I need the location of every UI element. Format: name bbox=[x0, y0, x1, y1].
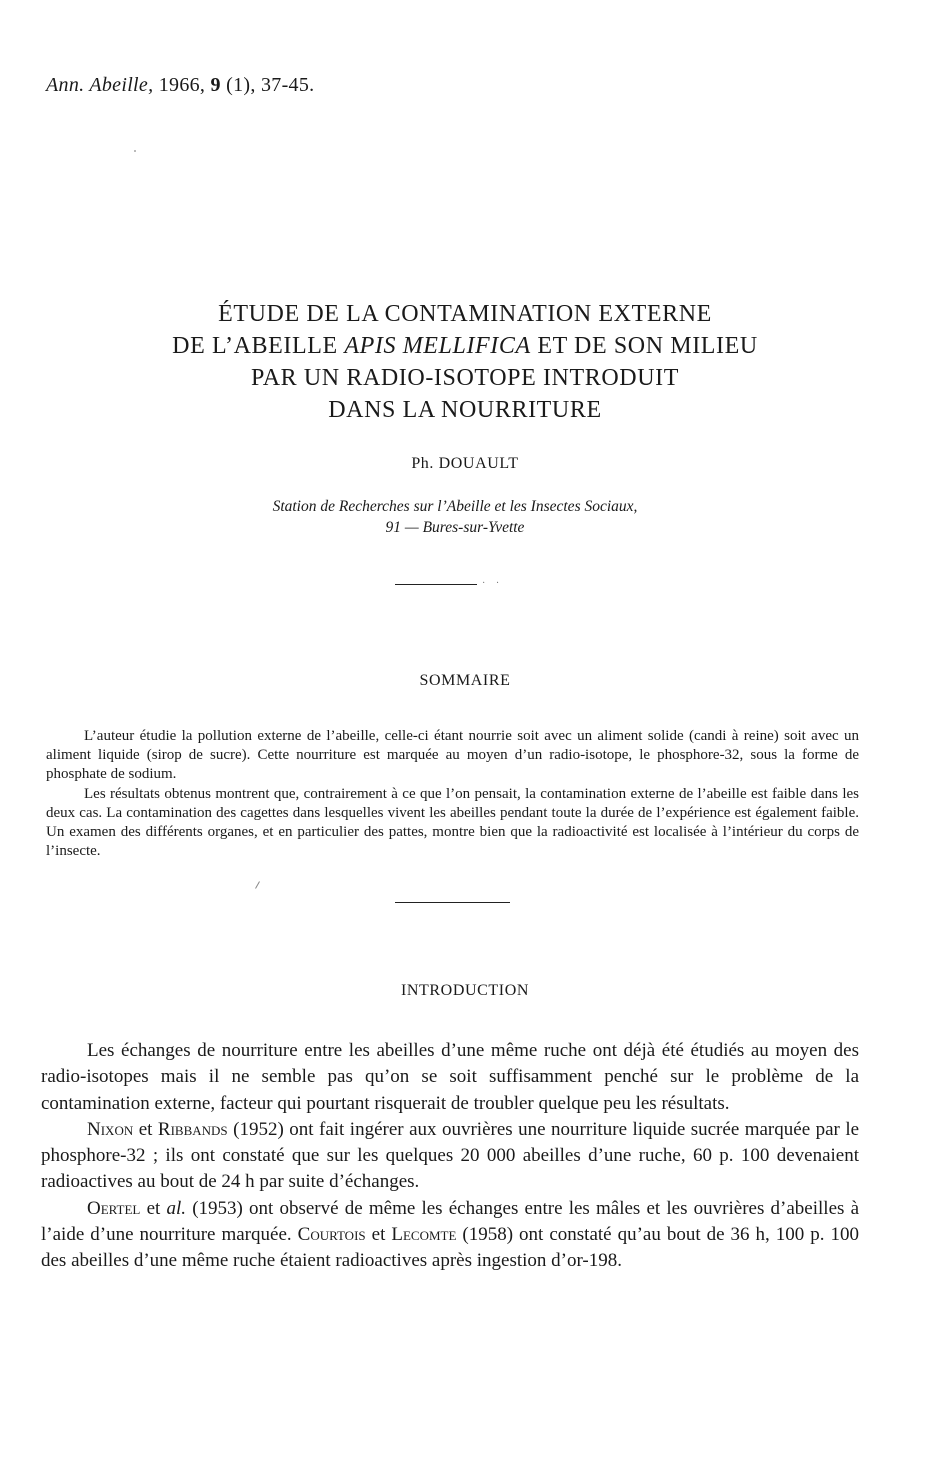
affiliation-line-1: Station de Recherches sur l’Abeille et les Insectes Sociaux, bbox=[272, 498, 638, 515]
journal-volume: 9 bbox=[210, 74, 221, 96]
conjunction: et bbox=[146, 1197, 161, 1219]
journal-name: Ann. Abeille, bbox=[46, 74, 154, 96]
author-affiliation bbox=[0, 496, 910, 538]
conjunction: et bbox=[138, 1118, 153, 1140]
intro-paragraph-3-mid: (1953) ont observé de même les échanges entre les mâles et les ouvrières d’abeilles à l’aide d’une nourriture marquée. bbox=[41, 1197, 860, 1246]
separator-dots: · · bbox=[482, 578, 504, 589]
author-name: Ph. DOUAULT bbox=[411, 455, 519, 472]
title-line-2-start: DE L’ABEILLE bbox=[172, 333, 338, 360]
summary-heading: SOMMAIRE bbox=[419, 672, 511, 689]
introduction-heading: INTRODUCTION bbox=[400, 982, 530, 999]
et-al: al. bbox=[166, 1197, 186, 1219]
separator-rule-top bbox=[395, 584, 477, 585]
title-line-4: DANS LA NOURRITURE bbox=[328, 397, 602, 424]
journal-year: 1966, bbox=[158, 74, 206, 96]
citation-author-lecomte: Lecomte bbox=[391, 1224, 457, 1246]
citation-author-courtois: Courtois bbox=[297, 1224, 366, 1246]
intro-paragraph-1: Les échanges de nourriture entre les abeilles d’une même ruche ont déjà été étudiés au moyen des radio-isotopes mais il ne semble pas qu’on se soit suffisamment penché sur le problème de la contamination externe, facteur qui pourtant risquerait de troubler quelque peu les résultats. bbox=[41, 1040, 859, 1114]
title-species: APIS MELLIFICA bbox=[344, 333, 531, 360]
title-line-2 bbox=[40, 330, 890, 362]
separator-rule-middle bbox=[395, 902, 510, 903]
intro-paragraph-3 bbox=[41, 1196, 859, 1275]
journal-issue-pages: (1), 37-45. bbox=[226, 74, 315, 96]
article-title bbox=[40, 298, 890, 426]
summary-abstract bbox=[46, 727, 859, 861]
intro-paragraph-3-text: (1958) ont constaté qu’au bout de 36 h, 100 p. 100 des abeilles d’une même ruche étaient radioactives après ingestion d’or-198. bbox=[41, 1224, 860, 1272]
introduction-body bbox=[41, 1038, 859, 1275]
citation-author-nixon: Nixon bbox=[87, 1118, 134, 1140]
citation-author-ribbands: Ribbands bbox=[157, 1118, 228, 1140]
journal-citation bbox=[46, 74, 314, 97]
title-line-2-end: ET DE SON MILIEU bbox=[537, 333, 758, 360]
intro-paragraph-2 bbox=[41, 1117, 859, 1196]
summary-paragraph-2: Les résultats obtenus montrent que, contrairement à ce que l’on pensait, la contamination externe de l’abeille est faible dans les deux cas. La contamination des cagettes dans lesquelles vivent les abeilles pendant toute la durée de l’expérience est également faible. Un examen des différents organes, et en particulier des pattes, montre bien que la radioactivité est localisée à l’intérieur du corps de l’insecte. bbox=[46, 785, 859, 860]
title-line-1: ÉTUDE DE LA CONTAMINATION EXTERNE bbox=[218, 301, 712, 328]
title-line-3: PAR UN RADIO-ISOTOPE INTRODUIT bbox=[250, 365, 679, 392]
conjunction: et bbox=[371, 1224, 386, 1246]
summary-paragraph-1: L’auteur étudie la pollution externe de l’abeille, celle-ci étant nourrie soit avec un aliment solide (candi à reine) soit avec un aliment liquide (sirop de sucre). Cette nourriture est marquée au moyen d’un radio-isotope, le phosphore-32, sous la forme de phosphate de sodium. bbox=[46, 728, 859, 783]
affiliation-line-2: 91 — Bures-sur-Yvette bbox=[385, 519, 525, 536]
scan-mark bbox=[255, 881, 260, 888]
citation-author-oertel: Oertel bbox=[87, 1197, 141, 1219]
scan-speck bbox=[134, 150, 136, 152]
intro-paragraph-2-text: (1952) ont fait ingérer aux ouvrières une nourriture liquide sucrée marquée par le phosphore-32 ; ils ont constaté que sur les quelques 20 000 abeilles d’une ruche, 60 p. 100 devenaient radioactives au bout de 24 h par suite d’échanges. bbox=[41, 1118, 860, 1193]
